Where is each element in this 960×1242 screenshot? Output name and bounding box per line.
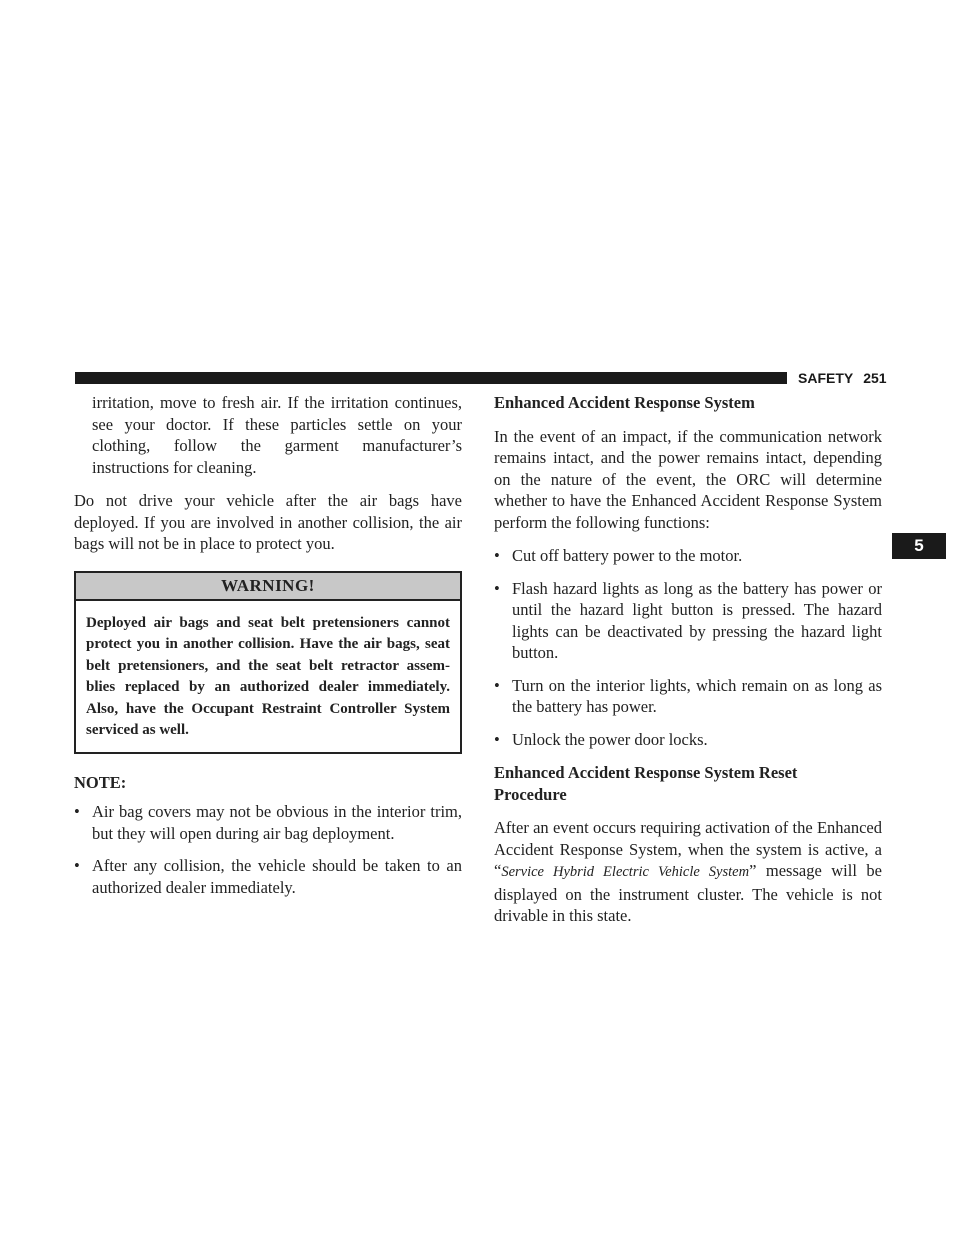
list-item: • Turn on the interior lights, which remain on as long as the battery has power. [494, 675, 882, 718]
intro-paragraph: In the event of an impact, if the communication network remains intact, and the power remains intact, depending on the nature of the event, the ORC will determine whether to have the Enhanced Accident Response System perform the following functions: [494, 426, 882, 532]
note-label: NOTE: [74, 772, 127, 792]
warning-box [74, 571, 462, 754]
note-list [74, 801, 462, 898]
list-item: • Unlock the power door locks. [494, 729, 882, 751]
header-rule [75, 372, 787, 384]
list-item: • After any collision, the vehicle should be taken to an authorized dealer immediately. [74, 855, 462, 898]
list-item: • Air bag covers may not be obvious in the interior trim, but they will open during air bag deployment. [74, 801, 462, 844]
reset-text-before: After an event occurs requiring activation of the Enhanced Accident Response System, when the system is active, a “ [494, 818, 882, 880]
cluster-message: Service Hybrid Electric Vehicle System [501, 864, 750, 880]
running-header [798, 369, 908, 387]
warning-title: WARNING! [76, 573, 460, 601]
reset-heading-line1: Enhanced Accident Response System Reset [494, 763, 798, 782]
warning-body: Deployed air bags and seat belt pretensioners cannot protect you in another collision. Have the air bags, seat belt pretensioners, and the seat belt retractor assem-blies replaced by an authorized dealer immediately. Also, have the Occupant Restraint Controller System serviced as well. [86, 614, 450, 738]
list-item: • Cut off battery power to the motor. [494, 545, 882, 567]
section-heading: Enhanced Accident Response System [494, 393, 755, 412]
functions-list [494, 545, 882, 750]
chapter-tab: 5 [892, 533, 946, 559]
deployment-paragraph: Do not drive your vehicle after the air bags have deployed. If you are involved in another collision, the air bags will not be in place to protect you. [74, 491, 462, 553]
reset-heading [494, 762, 882, 805]
reset-paragraph [494, 817, 882, 927]
section-title: SAFETY [798, 370, 854, 386]
continued-paragraph: irritation, move to fresh air. If the irritation continues, see your doctor. If these particles settle on your clothing, follow the garment manufacturer’s instructions for cleaning. [92, 393, 462, 477]
reset-text-after: ” message will be displayed on the instrument cluster. The vehicle is not drivable in this state. [494, 861, 882, 925]
page-number: 251 [863, 370, 887, 386]
left-column [74, 392, 462, 910]
reset-heading-line2: Procedure [494, 784, 567, 804]
list-item: • Flash hazard lights as long as the battery has power or until the hazard light button is pressed. The hazard lights can be deactivated by pressing the hazard light button. [494, 578, 882, 664]
right-column [494, 392, 882, 939]
